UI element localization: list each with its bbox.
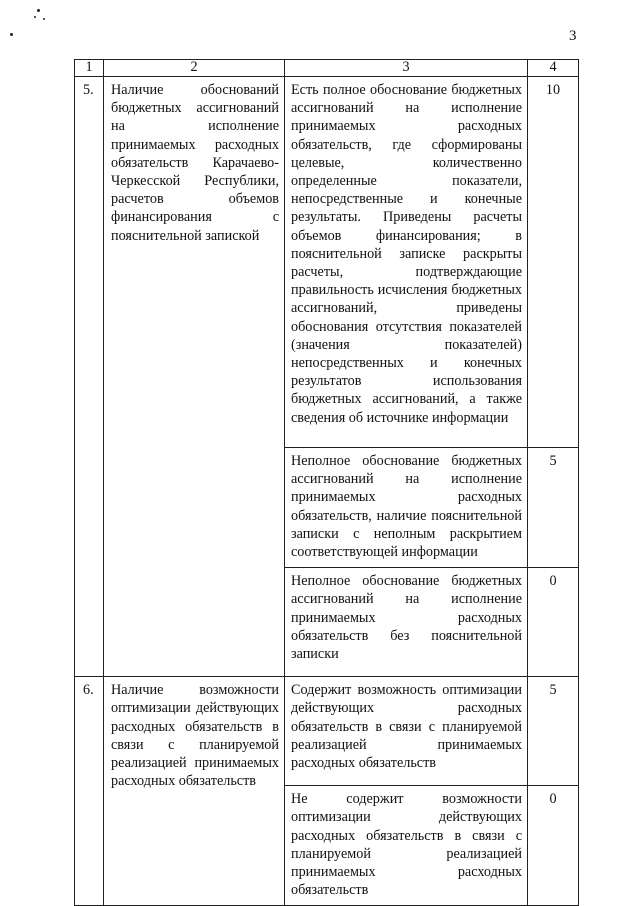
scan-speck <box>37 9 40 12</box>
option-score: 10 <box>528 77 579 448</box>
criterion-name: Наличие возможности оптимизации действующих расходных обязательств в связи с планируемой реализацией принимаемых расходных обязательств <box>104 677 285 906</box>
option-score: 0 <box>528 568 579 677</box>
header-row <box>75 60 579 77</box>
scan-speck <box>43 18 45 20</box>
header-cell: 4 <box>528 60 579 77</box>
header-cell: 3 <box>285 60 528 77</box>
option-description: Содержит возможность оптимизации действующих расходных обязательств в связи с планируемой реализацией принимаемых расходных обязательств <box>285 677 528 786</box>
option-description: Неполное обоснование бюджетных ассигнований на исполнение принимаемых расходных обязательств без пояснительной записки <box>285 568 528 677</box>
criteria-table <box>74 59 579 906</box>
option-description: Не содержит возможности оптимизации действующих расходных обязательств в связи с планируемой реализацией принимаемых расходных обязательств <box>285 786 528 906</box>
option-score: 5 <box>528 448 579 568</box>
header-cell: 2 <box>104 60 285 77</box>
option-description: Есть полное обоснование бюджетных ассигнований на исполнение принимаемых расходных обязательств, где сформированы целевые, количественно определенные показатели, непосредственные и конечные результаты. Приведены расчеты объемов финансирования; в пояснительной записке раскрыты расчеты, подтверждающие правильность исчисления бюджетных ассигнований, приведены обоснования отсутствия показателей (значения показателей) непосредственных и конечных результатов использования бюджетных ассигнований, а также сведения об источнике информации <box>285 77 528 448</box>
scan-speck <box>10 33 13 36</box>
table-row <box>75 77 579 448</box>
criterion-number: 5. <box>75 77 104 677</box>
scan-speck <box>34 16 36 18</box>
criterion-name: Наличие обоснований бюджетных ассигнований на исполнение принимаемых расходных обязательств Карачаево-Черкесской Республики, расчетов объемов финансирования с пояснительной запиской <box>104 77 285 677</box>
criterion-number: 6. <box>75 677 104 906</box>
option-score: 0 <box>528 786 579 906</box>
option-score: 5 <box>528 677 579 786</box>
table-row <box>75 677 579 786</box>
option-description: Неполное обоснование бюджетных ассигнований на исполнение принимаемых расходных обязательств, наличие пояснительной записки с неполным раскрытием соответствующей информации <box>285 448 528 568</box>
header-cell: 1 <box>75 60 104 77</box>
page-number: 3 <box>569 28 577 44</box>
